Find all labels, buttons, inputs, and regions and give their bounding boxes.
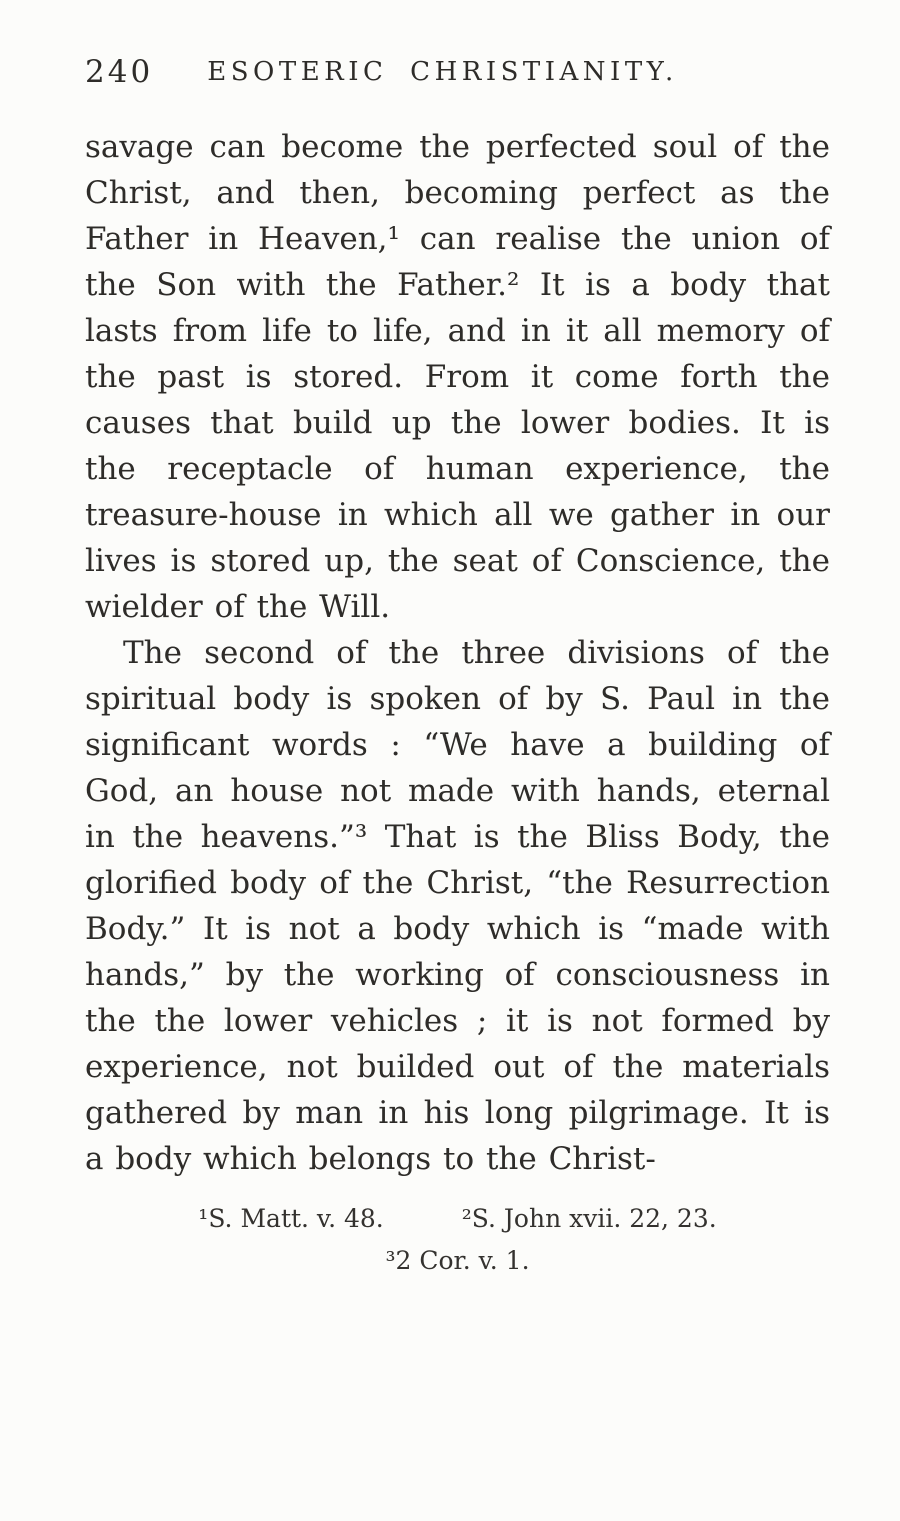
footnote-line-1 [85,1198,830,1240]
page-number: 240 [85,54,154,90]
page-body [85,124,830,1182]
footnote-3: ³2 Cor. v. 1. [385,1246,530,1275]
footnote-1: ¹S. Matt. v. 48. [198,1204,384,1233]
footnote-2: ²S. John xvii. 22, 23. [461,1204,717,1233]
footnote-line-2 [85,1240,830,1282]
footnotes [85,1198,830,1282]
paragraph-second: The second of the three divisions of the spiritual body is spoken of by S. Paul in the significant words : “We have a building of God, an house not made with hands, eternal in the heavens.”³ That is the Bliss Body, the glorified body of the Christ, “the Resurrection Body.” It is not a body which is “made with hands,” by the working of consciousness in the the lower vehicles ; it is not formed by experience, not builded out of the materials gathered by man in his long pilgrimage. It is a body which belongs to the Christ- [85,635,830,1177]
running-title: ESOTERIC CHRISTIANITY. [207,57,678,87]
paragraph-continuation: savage can become the perfected soul of the Christ, and then, becoming perfect as the Father in Heaven,¹ can realise the union of the Son with the Father.² It is a body that lasts from life to life, and in it all memory of the past is stored. From it come forth the causes that build up the lower bodies. It is the receptacle of human experience, the treasure-house in which all we gather in our lives is stored up, the seat of Conscience, the wielder of the Will. [85,129,830,625]
page-header [85,50,830,94]
